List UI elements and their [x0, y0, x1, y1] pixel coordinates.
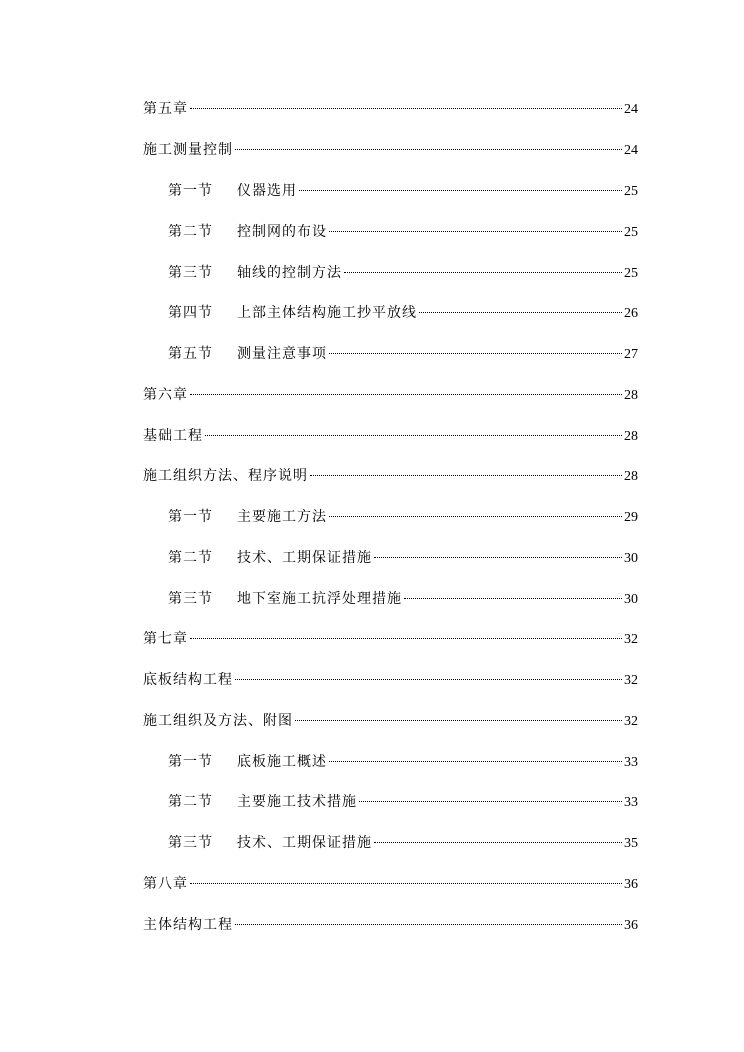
dot-leader	[235, 679, 622, 680]
toc-entry[interactable]	[143, 425, 638, 447]
toc-page-number: 32	[624, 714, 638, 729]
toc-entry-title: 底板结构工程	[143, 672, 233, 688]
toc-page-number: 36	[624, 877, 638, 892]
toc-entry[interactable]	[168, 180, 638, 202]
toc-page-number: 24	[624, 143, 638, 158]
toc-entry-title: 第六章	[143, 387, 188, 403]
toc-entry[interactable]	[143, 873, 638, 895]
toc-entry-title: 主体结构工程	[143, 917, 233, 933]
toc-entry[interactable]	[168, 221, 638, 243]
toc-entry[interactable]	[143, 98, 638, 120]
toc-page-number: 32	[624, 632, 638, 647]
toc-section-number: 第一节	[168, 183, 213, 199]
toc-entry-title: 第八章	[143, 876, 188, 892]
toc-entry-title: 控制网的布设	[237, 224, 327, 240]
toc-entry-title: 基础工程	[143, 428, 203, 444]
toc-entry[interactable]	[143, 139, 638, 161]
toc-entry[interactable]	[168, 343, 638, 365]
toc-section-number: 第二节	[168, 550, 213, 566]
toc-entry[interactable]	[168, 832, 638, 854]
dot-leader	[190, 108, 622, 109]
toc-page-number: 25	[624, 266, 638, 281]
toc-entry[interactable]	[168, 302, 638, 324]
toc-entry[interactable]	[168, 506, 638, 528]
dot-leader	[404, 598, 622, 599]
dot-leader	[419, 312, 622, 313]
toc-section-number: 第四节	[168, 305, 213, 321]
toc-entry-title: 主要施工技术措施	[237, 794, 357, 810]
toc-page-number: 35	[624, 836, 638, 851]
toc-page-number: 30	[624, 551, 638, 566]
dot-leader	[190, 394, 622, 395]
toc-page-number: 28	[624, 429, 638, 444]
toc-section-number: 第一节	[168, 754, 213, 770]
dot-leader	[235, 149, 622, 150]
toc-page-number: 33	[624, 755, 638, 770]
toc-entry[interactable]	[143, 465, 638, 487]
toc-page-number: 29	[624, 510, 638, 525]
toc-section-number: 第五节	[168, 346, 213, 362]
toc-page-number: 26	[624, 306, 638, 321]
toc-section-number: 第三节	[168, 591, 213, 607]
toc-section-number: 第三节	[168, 835, 213, 851]
toc-entry[interactable]	[143, 384, 638, 406]
toc-section-number: 第三节	[168, 265, 213, 281]
toc-entry-title: 技术、工期保证措施	[237, 550, 372, 566]
dot-leader	[295, 720, 622, 721]
toc-page-number: 32	[624, 673, 638, 688]
toc-page-number: 27	[624, 347, 638, 362]
toc-entry-title: 施工组织方法、程序说明	[143, 468, 308, 484]
toc-page-number: 36	[624, 918, 638, 933]
toc-page-number: 30	[624, 592, 638, 607]
toc-page-number: 33	[624, 795, 638, 810]
toc-entry-title: 主要施工方法	[237, 509, 327, 525]
toc-entry-title: 第七章	[143, 631, 188, 647]
dot-leader	[329, 761, 622, 762]
dot-leader	[374, 557, 622, 558]
dot-leader	[374, 842, 622, 843]
toc-page-number: 25	[624, 225, 638, 240]
toc-section-number: 第二节	[168, 224, 213, 240]
toc-entry[interactable]	[143, 710, 638, 732]
toc-entry[interactable]	[168, 588, 638, 610]
toc-page-number: 24	[624, 102, 638, 117]
toc-entry-title: 轴线的控制方法	[237, 265, 342, 281]
dot-leader	[299, 190, 622, 191]
dot-leader	[329, 516, 622, 517]
toc-entry-title: 仪器选用	[237, 183, 297, 199]
toc-section-number: 第二节	[168, 794, 213, 810]
toc-entry[interactable]	[143, 669, 638, 691]
dot-leader	[344, 272, 622, 273]
dot-leader	[329, 353, 622, 354]
dot-leader	[329, 231, 622, 232]
dot-leader	[190, 883, 622, 884]
dot-leader	[310, 475, 622, 476]
toc-entry-title: 上部主体结构施工抄平放线	[237, 305, 417, 321]
toc-entry-title: 地下室施工抗浮处理措施	[237, 591, 402, 607]
toc-entry-title: 施工测量控制	[143, 142, 233, 158]
toc-entry-title: 底板施工概述	[237, 754, 327, 770]
toc-entry-title: 第五章	[143, 101, 188, 117]
toc-entry[interactable]	[168, 791, 638, 813]
toc-page-number: 25	[624, 184, 638, 199]
toc-entry[interactable]	[168, 547, 638, 569]
dot-leader	[190, 638, 622, 639]
dot-leader	[205, 435, 622, 436]
toc-entry-title: 技术、工期保证措施	[237, 835, 372, 851]
toc-page-number: 28	[624, 388, 638, 403]
toc-entry[interactable]	[143, 628, 638, 650]
toc-entry-title: 施工组织及方法、附图	[143, 713, 293, 729]
toc-section-number: 第一节	[168, 509, 213, 525]
toc-entry[interactable]	[168, 262, 638, 284]
toc-entry[interactable]	[168, 751, 638, 773]
toc-page-number: 28	[624, 469, 638, 484]
toc-entry[interactable]	[143, 914, 638, 936]
toc-entry-title: 测量注意事项	[237, 346, 327, 362]
dot-leader	[359, 801, 622, 802]
dot-leader	[235, 924, 622, 925]
